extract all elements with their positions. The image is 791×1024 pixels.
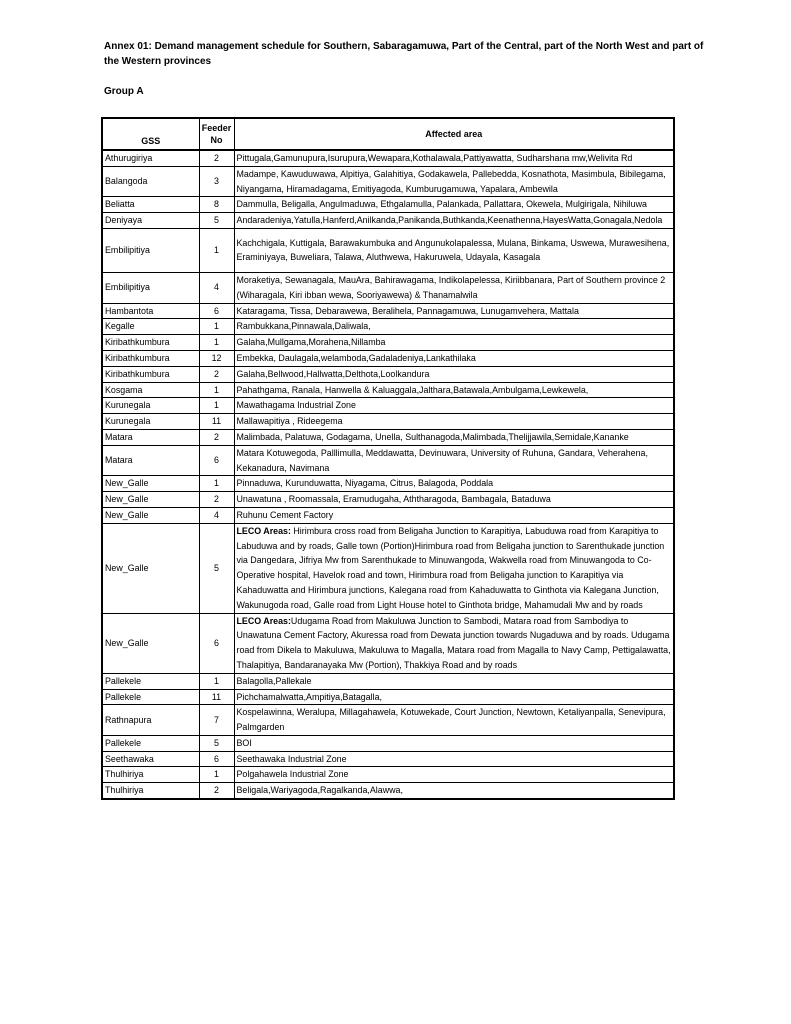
table-body [102,150,674,799]
gss-cell: Kegalle [102,319,199,335]
affected-area-cell: Pahathgama, Ranala, Hanwella & Kaluaggala,Jalthara,Batawala,Ambulgama,Lewkewela, [234,382,674,398]
table-row [102,751,674,767]
document-title: Annex 01: Demand management schedule for Southern, Sabaragamuwa, Part of the Central, part of the North West and part of the Western provinces [104,41,704,67]
gss-cell: Embilipitiya [102,272,199,303]
feeder-cell: 1 [199,228,234,272]
feeder-cell: 1 [199,767,234,783]
feeder-cell: 11 [199,414,234,430]
feeder-cell: 2 [199,366,234,382]
header-feeder-no: Feeder No [199,118,234,150]
feeder-cell: 6 [199,613,234,673]
group-heading: Group A [104,86,144,97]
affected-area-cell: Malimbada, Palatuwa, Godagama, Unella, Sulthanagoda,Malimbada,Thelijjawila,Semidale,Kananke [234,429,674,445]
table-header [102,118,674,150]
feeder-cell: 4 [199,507,234,523]
table-row [102,197,674,213]
feeder-cell: 1 [199,335,234,351]
table-row [102,150,674,166]
table-row [102,523,674,613]
affected-area-cell: Pittugala,Gamunupura,Isurupura,Wewapara,Kothalawala,Pattiyawatta, Sudharshana mw,Welivita Rd [234,150,674,166]
gss-cell: Matara [102,445,199,476]
affected-area-cell: Embekka, Daulagala,welamboda,Gadaladeniya,Lankathilaka [234,350,674,366]
gss-cell: Rathnapura [102,705,199,736]
affected-area-cell: Rambukkana,Pinnawala,Daliwala, [234,319,674,335]
affected-area-cell: Andaradeniya,Yatulla,Hanferd,Anilkanda,Panikanda,Buthkanda,Keenathenna,HayesWatta,Gonagala,Nedola [234,213,674,229]
table-row [102,689,674,705]
table-row [102,767,674,783]
feeder-cell: 2 [199,492,234,508]
gss-cell: Beliatta [102,197,199,213]
table-row [102,613,674,673]
feeder-cell: 7 [199,705,234,736]
table-row [102,303,674,319]
gss-cell: Seethawaka [102,751,199,767]
header-gss: GSS [102,118,199,150]
gss-cell: Kurunegala [102,398,199,414]
affected-area-text: Hirimbura cross road from Beligaha Junction to Karapitiya, Labuduwa road from Karapitiya to Labuduwa and by roads, Galle town (Portion)Hirimbura road from Beligaha junction to Sarenthukade junction via Dangedara, Jifriya Mw from Sarenthukade to Minuwangoda, Wakwella road from Minuwangoda to Co-Operative hospital, Havelok road and town, Hirimbura road from Beligaha junction to Karapitiya via Kahaduwatta and Hirimbura junctions, Kalegana road from Kahaduwatta to Ginthota via Kalegana Junction, Wakunugoda road, Galle road from Light House hotel to Ginthota bridge, Mahamudali Mw and by roads [236,525,665,610]
feeder-cell: 6 [199,303,234,319]
table-row [102,476,674,492]
affected-area-cell: Mallawapitiya , Rideegema [234,414,674,430]
gss-cell: Kosgama [102,382,199,398]
feeder-cell: 6 [199,751,234,767]
affected-area-cell [234,523,674,613]
affected-area-cell: Kospelawinna, Weralupa, Millagahawela, Kotuwekade, Court Junction, Newtown, Ketaliyanpalla, Senevipura, Palmgarden [234,705,674,736]
feeder-cell: 1 [199,673,234,689]
feeder-cell: 2 [199,150,234,166]
gss-cell: Kiribathkumbura [102,350,199,366]
table-row [102,366,674,382]
affected-area-cell: Pinnaduwa, Kurunduwatta, Niyagama, Citrus, Balagoda, Poddala [234,476,674,492]
leco-areas-label: LECO Areas: [236,525,291,536]
affected-area-cell: Matara Kotuwegoda, Palllimulla, Meddawatta, Devinuwara, University of Ruhuna, Gandara, Veherahena, Kekanadura, Navimana [234,445,674,476]
feeder-cell: 1 [199,382,234,398]
affected-area-cell: Galaha,Mullgama,Morahena,Nillamba [234,335,674,351]
table-row [102,319,674,335]
header-affected-area: Affected area [234,118,674,150]
gss-cell: Balangoda [102,166,199,197]
gss-cell: New_Galle [102,613,199,673]
affected-area-cell: Ruhunu Cement Factory [234,507,674,523]
feeder-cell: 5 [199,523,234,613]
table-row [102,272,674,303]
feeder-cell: 3 [199,166,234,197]
gss-cell: Hambantota [102,303,199,319]
table-row [102,445,674,476]
table-row [102,492,674,508]
gss-cell: Pallekele [102,689,199,705]
feeder-cell: 5 [199,213,234,229]
gss-cell: New_Galle [102,476,199,492]
affected-area-cell: BOI [234,735,674,751]
leco-areas-label: LECO Areas: [236,615,291,626]
table-row [102,228,674,272]
table-row [102,507,674,523]
table-row [102,166,674,197]
gss-cell: New_Galle [102,523,199,613]
affected-area-cell: Polgahawela Industrial Zone [234,767,674,783]
table-row [102,673,674,689]
feeder-cell: 2 [199,429,234,445]
table-row [102,398,674,414]
feeder-cell: 5 [199,735,234,751]
gss-cell: New_Galle [102,507,199,523]
gss-cell: Matara [102,429,199,445]
affected-area-cell: Madampe, Kawuduwawa, Alpitiya, Galahitiya, Godakawela, Pallebedda, Kosnathota, Masimbula, Bibilegama, Niyangama, Hiramadagama, Emitiyagoda, Kumburugamuwa, Yapalara, Ambewila [234,166,674,197]
table-row [102,414,674,430]
gss-cell: New_Galle [102,492,199,508]
table-row [102,213,674,229]
gss-cell: Thulhiriya [102,767,199,783]
affected-area-text: Udugama Road from Makuluwa Junction to Sambodi, Matara road from Sambodiya to Unawatuna Cement Factory, Akuressa road from Dewata junction towards Nugaduwa and by roads. Udugama road from Dikela to Makuluwa, Makuluwa to Magalla, Matara road from Magalla to Navy Camp, Pettigalawatta, Thalapitiya, Bandaranayaka Mw (Portion), Thakkiya Road and by roads [236,615,671,670]
affected-area-cell: Pichchamalwatta,Ampitiya,Batagalla, [234,689,674,705]
gss-cell: Pallekele [102,735,199,751]
feeder-cell: 12 [199,350,234,366]
affected-area-cell: Beligala,Wariyagoda,Ragalkanda,Alawwa, [234,783,674,799]
table-row [102,429,674,445]
affected-area-cell: Balagolla,Pallekale [234,673,674,689]
gss-cell: Kurunegala [102,414,199,430]
feeder-cell: 4 [199,272,234,303]
feeder-cell: 1 [199,476,234,492]
affected-area-cell: Seethawaka Industrial Zone [234,751,674,767]
gss-cell: Thulhiriya [102,783,199,799]
feeder-cell: 6 [199,445,234,476]
affected-area-cell [234,613,674,673]
table-row [102,735,674,751]
feeder-cell: 2 [199,783,234,799]
table-row [102,335,674,351]
affected-area-cell: Mawathagama Industrial Zone [234,398,674,414]
table-row [102,382,674,398]
feeder-cell: 11 [199,689,234,705]
feeder-cell: 8 [199,197,234,213]
demand-schedule-table [101,117,675,800]
gss-cell: Kiribathkumbura [102,335,199,351]
gss-cell: Athurugiriya [102,150,199,166]
affected-area-cell: Galaha,Bellwood,Hallwatta,Delthota,Loolkandura [234,366,674,382]
feeder-cell: 1 [199,319,234,335]
feeder-cell: 1 [199,398,234,414]
table-row [102,783,674,799]
gss-cell: Deniyaya [102,213,199,229]
gss-cell: Pallekele [102,673,199,689]
affected-area-cell: Moraketiya, Sewanagala, MauAra, Bahirawagama, Indikolapelessa, Kiriibbanara, Part of Southern province 2 (Wiharagala, Kiri ibban wewa, Sooriyawewa) & Thanamalwila [234,272,674,303]
affected-area-cell: Dammulla, Beligalla, Angulmaduwa, Ethgalamulla, Palankada, Pallattara, Okewela, Mulgirigala, Nihiluwa [234,197,674,213]
affected-area-cell: Unawatuna , Roomassala, Eramudugaha, Aththaragoda, Bambagala, Bataduwa [234,492,674,508]
affected-area-cell: Kataragama, Tissa, Debarawewa, Beralihela, Pannagamuwa, Lunugamvehera, Mattala [234,303,674,319]
table-row [102,350,674,366]
table-row [102,705,674,736]
affected-area-cell: Kachchigala, Kuttigala, Barawakumbuka and Angunukolapalessa, Mulana, Binkama, Uswewa, Murawesihena, Eraminiyaya, Buweliara, Talawa, Aluthwewa, Hakuruwela, Udayala, Kasagala [234,228,674,272]
gss-cell: Embilipitiya [102,228,199,272]
gss-cell: Kiribathkumbura [102,366,199,382]
